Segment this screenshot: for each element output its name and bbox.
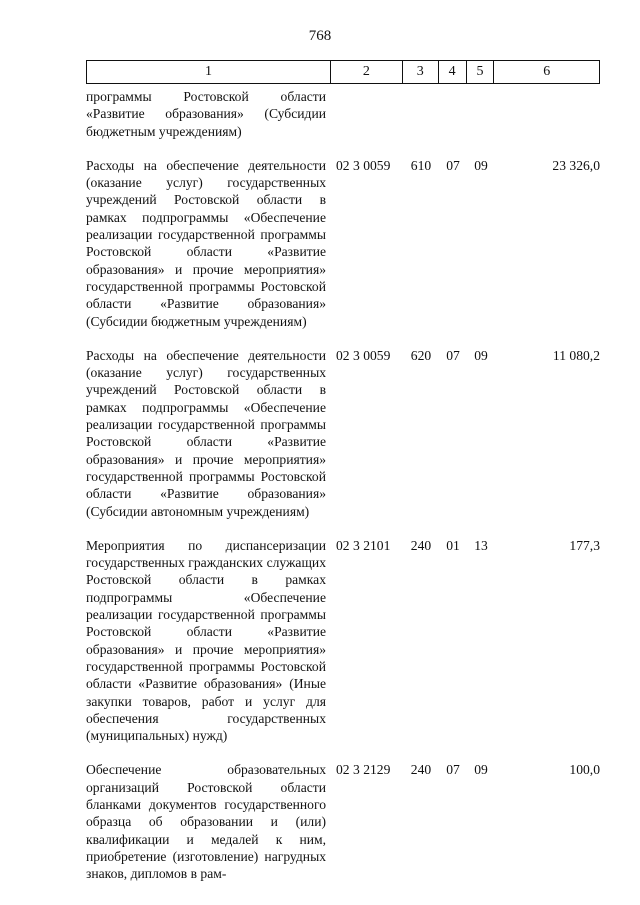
row-target-code: 02 3 2129 <box>336 762 391 778</box>
row-expense-type: 620 <box>410 347 432 363</box>
row-expense-type: 240 <box>410 762 432 778</box>
row-description: Обеспечение образовательных организаций Ростовской области бланками документов государственного образца об образовании и (или) квалификации и медалей к ним, приобретение (изготовление) нагрудных знаков, дипломов в рам- <box>86 762 326 882</box>
table-header <box>86 60 600 84</box>
row-section: 07 <box>446 762 460 778</box>
table-body <box>86 88 600 882</box>
row-description: Мероприятия по диспансеризации государственных гражданских служащих Ростовской области в рамках подпрограммы «Обеспечение реализации государственной программы Ростовской области «Развитие образования» и прочие мероприятия» государственной программы Ростовской области «Развитие образования» (Иные закупки товаров, работ и услуг для обеспечения государственных (муниципальных) нужд) <box>86 537 326 744</box>
row-section: 01 <box>446 537 460 553</box>
row-section: 07 <box>446 157 460 173</box>
table-row <box>86 761 600 882</box>
table-row <box>86 157 600 330</box>
table-row <box>86 88 600 140</box>
row-subsection: 09 <box>474 762 488 778</box>
row-amount: 23 326,0 <box>552 157 600 173</box>
page-number: 768 <box>308 28 332 44</box>
row-subsection: 13 <box>474 537 488 553</box>
row-amount: 177,3 <box>569 537 600 553</box>
row-section: 07 <box>446 347 460 363</box>
row-subsection: 09 <box>474 347 488 363</box>
row-description: программы Ростовской области «Развитие образования» (Субсидии бюджетным учреждениям) <box>86 89 326 139</box>
header-col-3: 3 <box>403 61 439 83</box>
row-target-code: 02 3 2101 <box>336 537 391 553</box>
row-expense-type: 610 <box>410 157 432 173</box>
row-amount: 11 080,2 <box>552 347 600 363</box>
row-expense-type: 240 <box>410 537 432 553</box>
row-description: Расходы на обеспечение деятельности (оказание услуг) государственных учреждений Ростовской области в рамках подпрограммы «Обеспечение реализации государственной программы Ростовской области «Развитие образования» и прочие мероприятия» государственной программы Ростовской области «Развитие образования» (Субсидии бюджетным учреждениям) <box>86 157 326 329</box>
row-amount: 100,0 <box>569 762 600 778</box>
row-description: Расходы на обеспечение деятельности (оказание услуг) государственных учреждений Ростовской области в рамках подпрограммы «Обеспечение реализации государственной программы Ростовской области «Развитие образования» и прочие мероприятия» государственной программы Ростовской области «Развитие образования» (Субсидии автономным учреждениям) <box>86 347 326 519</box>
header-col-1: 1 <box>87 61 331 83</box>
header-col-2: 2 <box>331 61 403 83</box>
header-col-6: 6 <box>543 64 551 79</box>
header-col-4: 4 <box>439 61 467 83</box>
row-target-code: 02 3 0059 <box>336 157 391 173</box>
header-col-5: 5 <box>467 61 495 83</box>
row-subsection: 09 <box>474 157 488 173</box>
row-target-code: 02 3 0059 <box>336 347 391 363</box>
table-row <box>86 347 600 520</box>
table-row <box>86 537 600 745</box>
